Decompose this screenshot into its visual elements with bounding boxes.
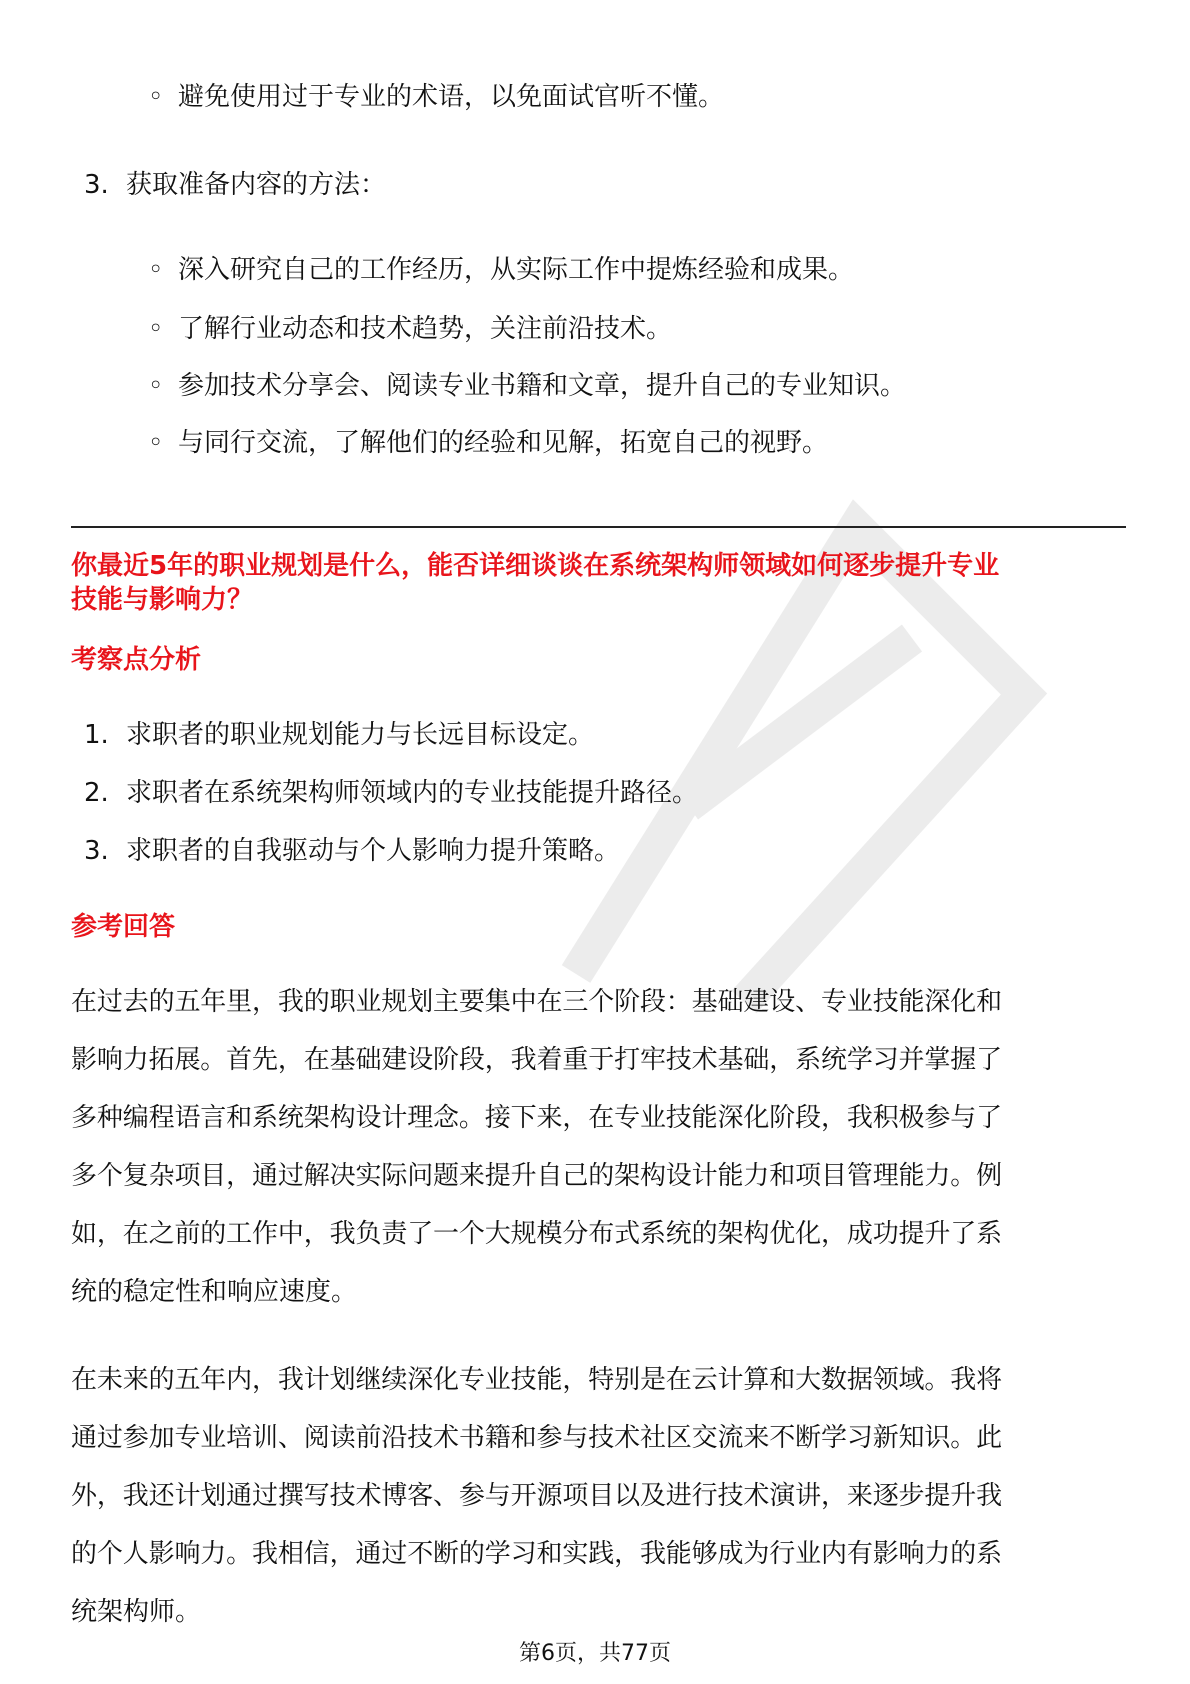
divider	[71, 526, 1126, 528]
answer-paragraph-2	[71, 1363, 1131, 1653]
text-line: 多个复杂项目，通过解决实际问题来提升自己的架构设计能力和项目管理能力。例	[71, 1161, 1003, 1191]
text-line: 的个人影响力。我相信，通过不断的学习和实践，我能够成为行业内有影响力的系	[71, 1539, 1003, 1569]
bullet-item: ◦ 避免使用过于专业的术语，以免面试官听不懂。	[150, 80, 724, 114]
section-heading: 3. 获取准备内容的方法：	[84, 170, 387, 200]
text-line: 外，我还计划通过撰写技术博客、参与开源项目以及进行技术演讲，来逐步提升我	[71, 1481, 1003, 1511]
page-footer: 第6页，共77页	[519, 1641, 671, 1666]
analysis-item: 3. 求职者的自我驱动与个人影响力提升策略。	[84, 836, 621, 866]
question-title-cont: 技能与影响力？	[71, 585, 254, 615]
text-line: 如，在之前的工作中，我负责了一个大规模分布式系统的架构优化，成功提升了系	[71, 1219, 1003, 1249]
analysis-item: 1. 求职者的职业规划能力与长远目标设定。	[84, 720, 595, 750]
answer-paragraph-1	[71, 985, 1131, 1333]
text-line: 通过参加专业培训、阅读前沿技术书籍和参与技术社区交流来不断学习新知识。此	[71, 1423, 1003, 1453]
bullet-item: ◦ 参加技术分享会、阅读专业书籍和文章，提升自己的专业知识。	[150, 369, 906, 403]
text-line: 在过去的五年里，我的职业规划主要集中在三个阶段：基础建设、专业技能深化和	[71, 987, 1003, 1017]
analysis-item: 2. 求职者在系统架构师领域内的专业技能提升路径。	[84, 778, 699, 808]
text-line: 统的稳定性和响应速度。	[71, 1277, 358, 1307]
bullet-item: ◦ 了解行业动态和技术趋势，关注前沿技术。	[150, 312, 672, 346]
answer-heading: 参考回答	[71, 912, 176, 942]
text-line: 多种编程语言和系统架构设计理念。接下来，在专业技能深化阶段，我积极参与了	[71, 1103, 1003, 1133]
bullet-item: ◦ 与同行交流，了解他们的经验和见解，拓宽自己的视野。	[150, 426, 828, 460]
bullet-item: ◦ 深入研究自己的工作经历，从实际工作中提炼经验和成果。	[150, 253, 854, 287]
analysis-heading: 考察点分析	[71, 645, 202, 675]
text-line: 影响力拓展。首先，在基础建设阶段，我着重于打牢技术基础，系统学习并掌握了	[71, 1045, 1003, 1075]
question-title: 你最近5年的职业规划是什么，能否详细谈谈在系统架构师领域如何逐步提升专业	[71, 551, 1000, 581]
text-line: 统架构师。	[71, 1597, 202, 1627]
text-line: 在未来的五年内，我计划继续深化专业技能，特别是在云计算和大数据领域。我将	[71, 1365, 1003, 1395]
